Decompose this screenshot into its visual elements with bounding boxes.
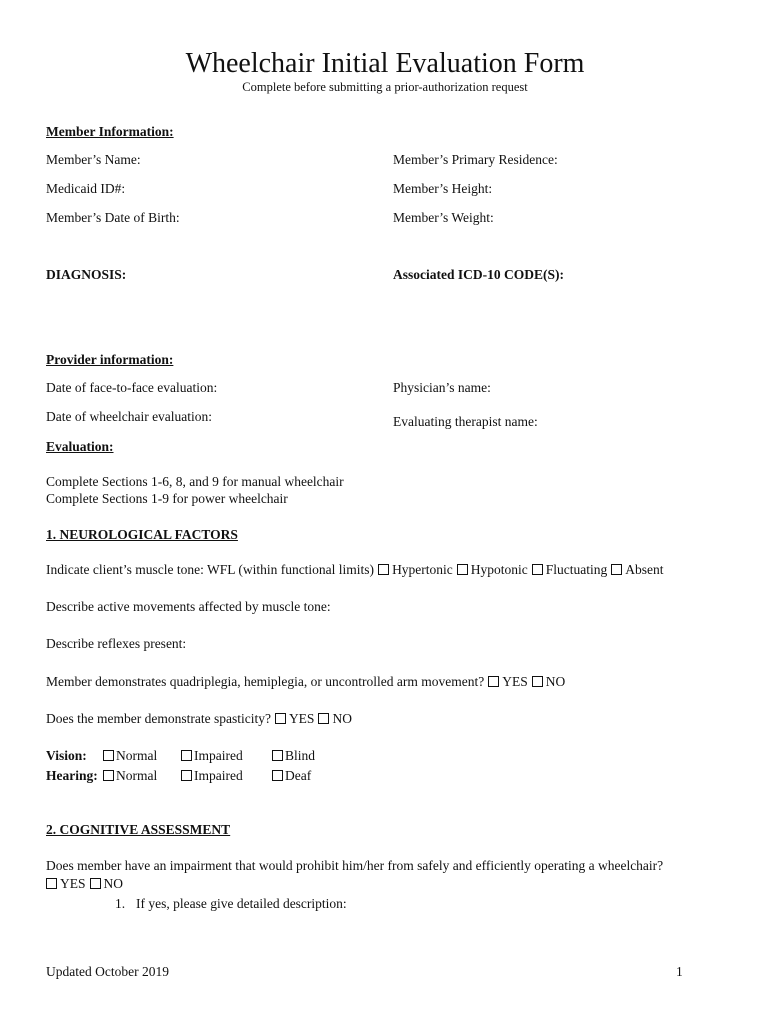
spasticity-row	[46, 711, 352, 727]
spasticity-yes-label: YES	[288, 711, 315, 726]
member-dob-label: Member’s Date of Birth:	[46, 210, 180, 225]
vision-blind-label: Blind	[285, 748, 316, 763]
page-number: 1	[676, 964, 683, 979]
evaluation-line-manual: Complete Sections 1-6, 8, and 9 for manual wheelchair	[46, 474, 344, 489]
vision-blind-option	[272, 748, 315, 764]
quadriplegia-no-label: NO	[545, 674, 566, 689]
hypertonic-checkbox[interactable]	[378, 564, 389, 575]
hearing-deaf-checkbox[interactable]	[272, 770, 283, 781]
hypotonic-label: Hypotonic	[470, 562, 528, 577]
hearing-impaired-label: Impaired	[194, 768, 243, 783]
evaluation-heading: Evaluation:	[46, 439, 114, 454]
cognitive-item1-number: 1.	[115, 896, 126, 911]
cognitive-yes-label: YES	[60, 876, 86, 891]
icd10-label: Associated ICD-10 CODE(S):	[393, 267, 564, 282]
physician-name-label: Physician’s name:	[393, 380, 491, 395]
vision-impaired-option	[181, 748, 243, 764]
member-residence-label: Member’s Primary Residence:	[393, 152, 558, 167]
f2f-date-label: Date of face-to-face evaluation:	[46, 380, 218, 395]
hearing-deaf-option	[272, 768, 311, 784]
section2-heading: 2. COGNITIVE ASSESSMENT	[46, 822, 231, 837]
hearing-label: Hearing:	[46, 768, 98, 783]
member-name-label: Member’s Name:	[46, 152, 141, 167]
evaluation-line-power: Complete Sections 1-9 for power wheelchair	[46, 491, 288, 506]
therapist-name-label: Evaluating therapist name:	[393, 414, 538, 429]
member-weight-label: Member’s Weight:	[393, 210, 494, 225]
spasticity-no-checkbox[interactable]	[318, 713, 329, 724]
provider-info-heading: Provider information:	[46, 352, 174, 367]
quadriplegia-yes-label: YES	[502, 674, 528, 689]
vision-normal-label: Normal	[116, 748, 158, 763]
cognitive-yes-checkbox[interactable]	[46, 878, 57, 889]
hypertonic-label: Hypertonic	[392, 562, 453, 577]
footer-updated: Updated October 2019	[46, 964, 169, 979]
page-subtitle: Complete before submitting a prior-authorization request	[242, 80, 528, 94]
hearing-normal-option	[103, 768, 157, 784]
hearing-impaired-checkbox[interactable]	[181, 770, 192, 781]
vision-normal-checkbox[interactable]	[103, 750, 114, 761]
spasticity-no-label: NO	[332, 711, 352, 726]
cognitive-no-checkbox[interactable]	[90, 878, 101, 889]
reflexes-label: Describe reflexes present:	[46, 636, 187, 651]
absent-checkbox[interactable]	[611, 564, 622, 575]
member-info-heading: Member Information:	[46, 124, 174, 139]
quadriplegia-prompt: Member demonstrates quadriplegia, hemiplegia, or uncontrolled arm movement?	[46, 674, 485, 689]
wc-eval-date-label: Date of wheelchair evaluation:	[46, 409, 213, 424]
absent-label: Absent	[625, 562, 664, 577]
hypotonic-checkbox[interactable]	[457, 564, 468, 575]
cognitive-item1-label: If yes, please give detailed description:	[136, 896, 347, 911]
vision-blind-checkbox[interactable]	[272, 750, 283, 761]
hearing-normal-label: Normal	[116, 768, 158, 783]
vision-label: Vision:	[46, 748, 87, 763]
quadriplegia-row	[46, 674, 565, 690]
vision-impaired-checkbox[interactable]	[181, 750, 192, 761]
medicaid-id-label: Medicaid ID#:	[46, 181, 126, 196]
section1-heading: 1. NEUROLOGICAL FACTORS	[46, 527, 238, 542]
page-title: Wheelchair Initial Evaluation Form	[185, 48, 585, 79]
quadriplegia-no-checkbox[interactable]	[532, 676, 543, 687]
vision-normal-option	[103, 748, 157, 764]
member-height-label: Member’s Height:	[393, 181, 493, 196]
diagnosis-label: DIAGNOSIS:	[46, 267, 127, 282]
muscle-tone-prompt: Indicate client’s muscle tone: WFL (within functional limits)	[46, 562, 375, 577]
vision-impaired-label: Impaired	[194, 748, 243, 763]
active-movements-label: Describe active movements affected by muscle tone:	[46, 599, 331, 614]
fluctuating-label: Fluctuating	[545, 562, 608, 577]
cognitive-no-label: NO	[103, 876, 124, 891]
spasticity-yes-checkbox[interactable]	[275, 713, 286, 724]
hearing-normal-checkbox[interactable]	[103, 770, 114, 781]
cognitive-prompt: Does member have an impairment that would prohibit him/her from safely and efficiently operating a wheelchair?	[46, 858, 664, 873]
fluctuating-checkbox[interactable]	[532, 564, 543, 575]
hearing-impaired-option	[181, 768, 243, 784]
muscle-tone-row	[46, 562, 664, 578]
cognitive-yes-no-row	[42, 876, 123, 892]
spasticity-prompt: Does the member demonstrate spasticity?	[46, 711, 271, 726]
quadriplegia-yes-checkbox[interactable]	[488, 676, 499, 687]
hearing-deaf-label: Deaf	[285, 768, 312, 783]
